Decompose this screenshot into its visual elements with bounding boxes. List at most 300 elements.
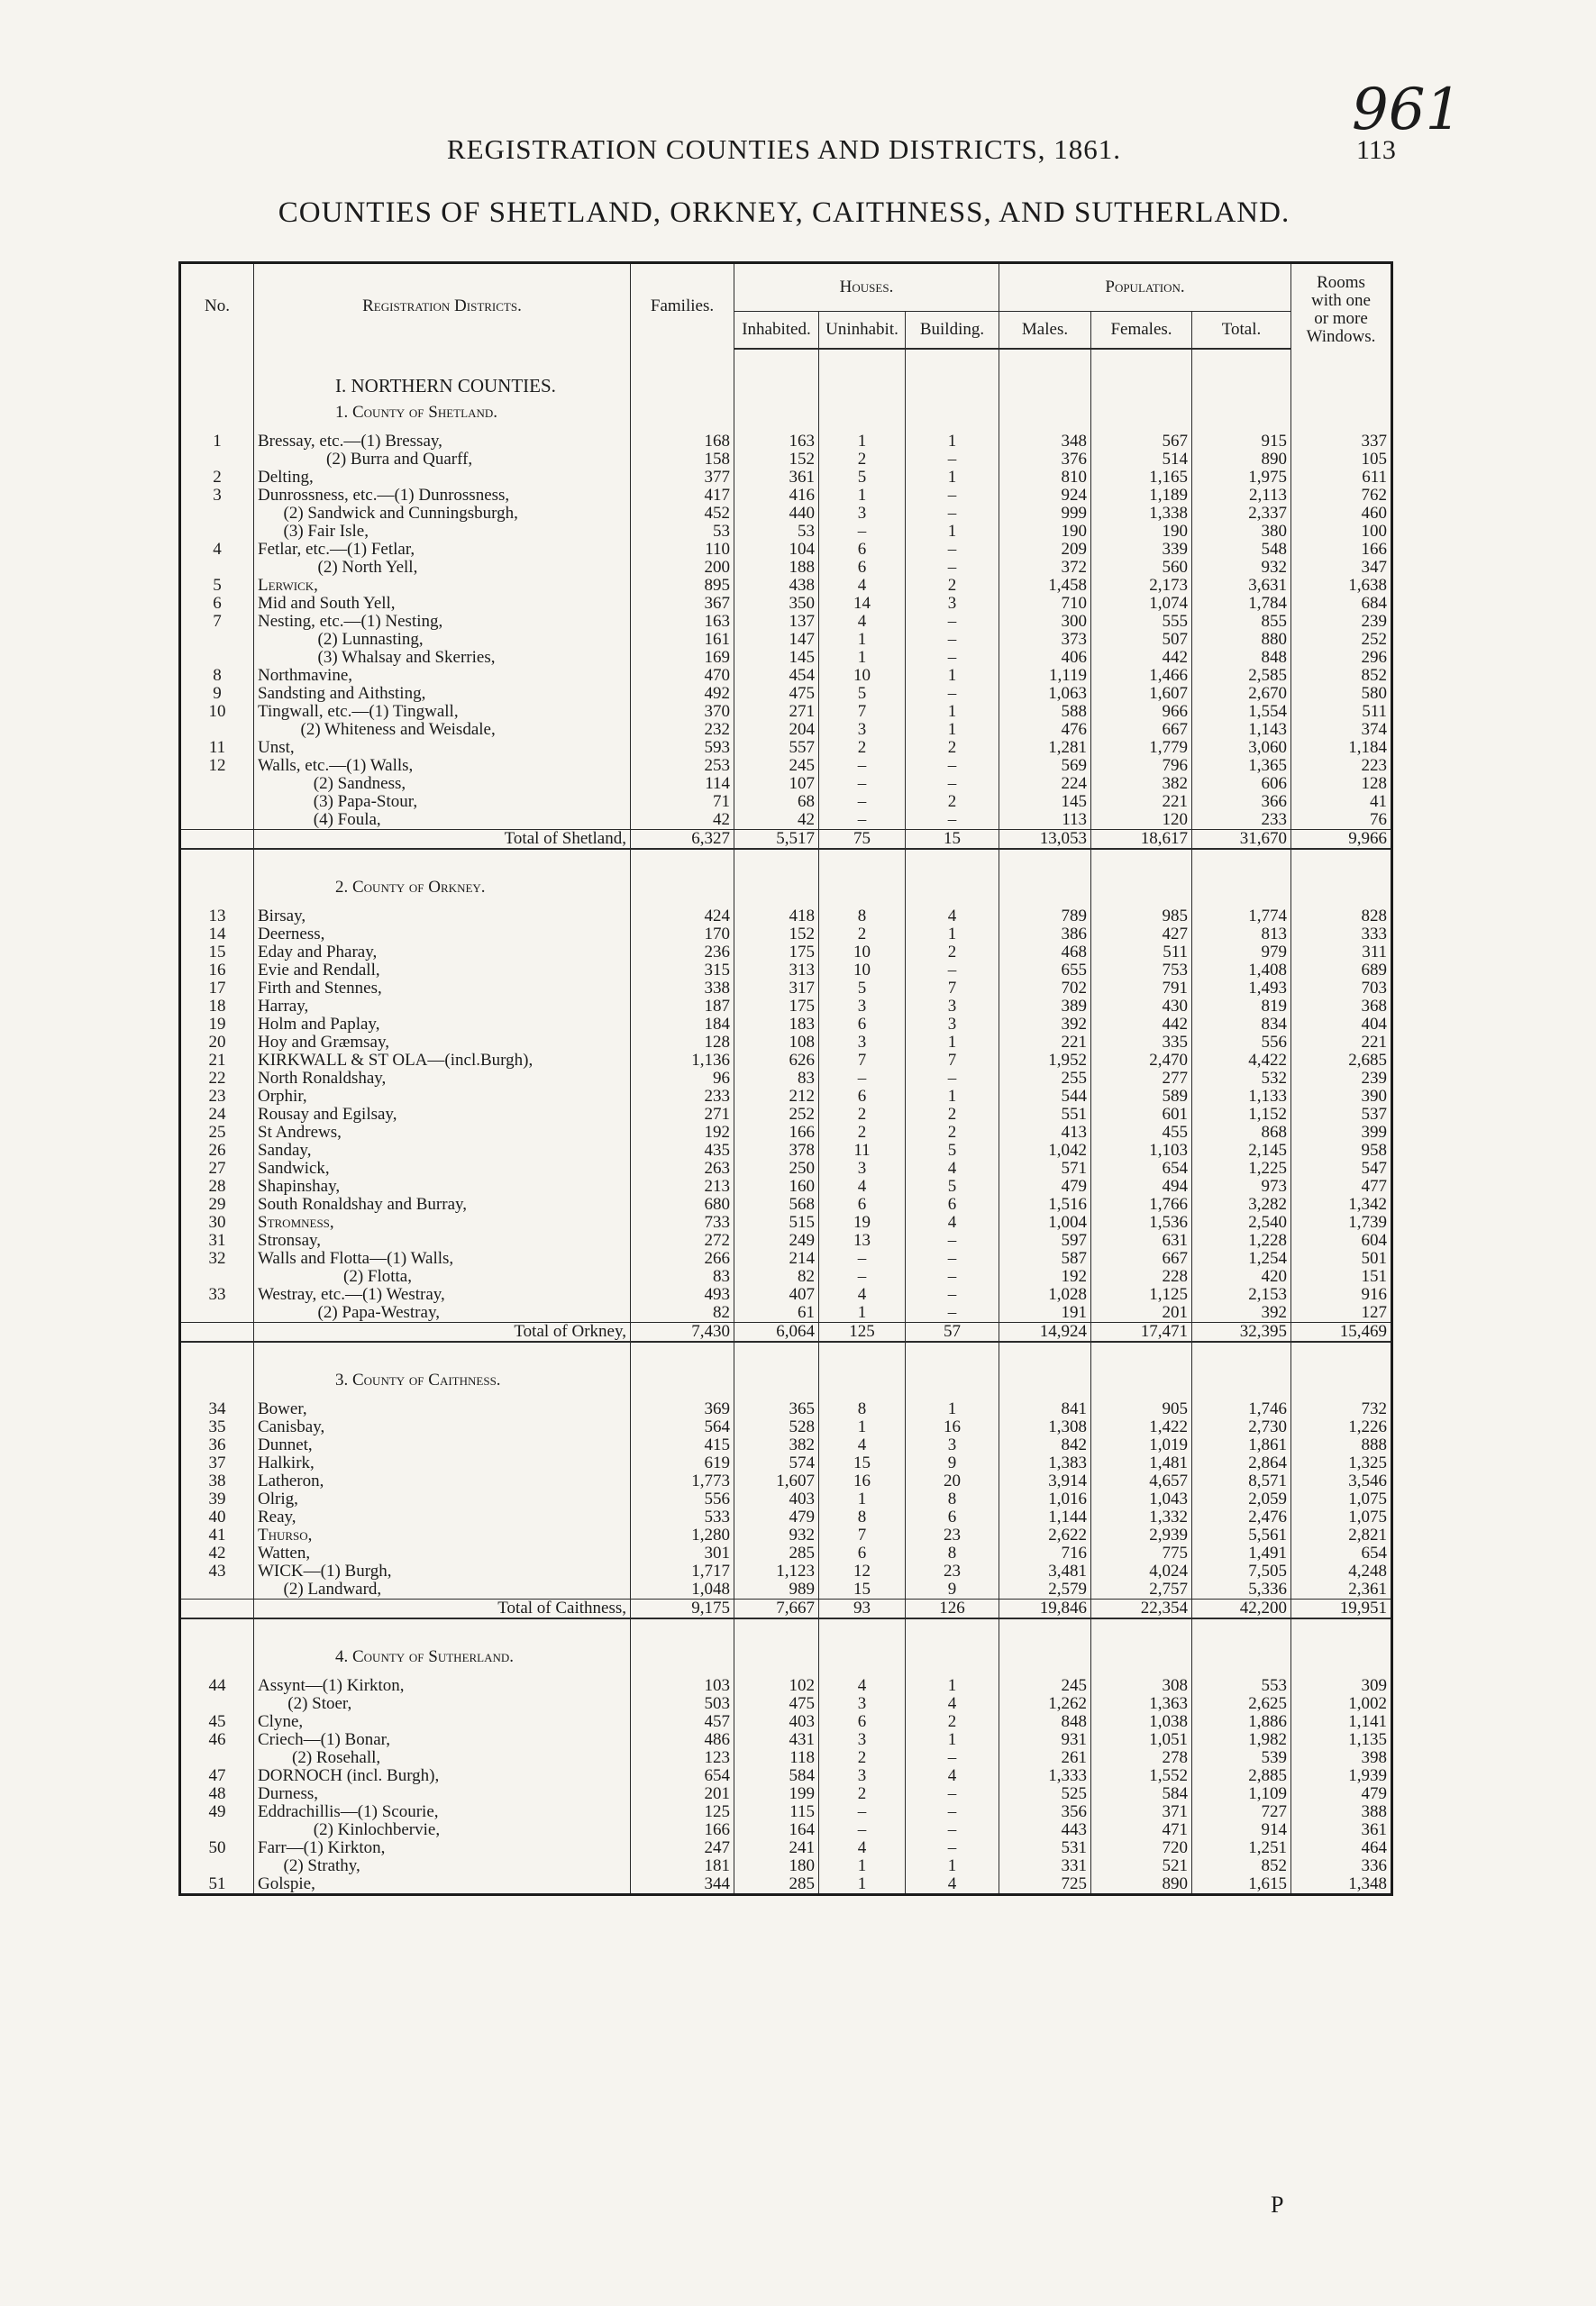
- table-row: [180, 523, 1392, 541]
- families-value: 187: [631, 998, 734, 1016]
- total-row: [180, 1600, 1392, 1619]
- district-name: Delting,: [254, 469, 631, 487]
- females-value: 667: [1091, 721, 1192, 739]
- rooms-value: 223: [1291, 757, 1392, 775]
- empty-cell: [1291, 1363, 1392, 1400]
- inhabited-value: 285: [734, 1545, 819, 1563]
- families-value: 271: [631, 1106, 734, 1124]
- males-value: 191: [999, 1304, 1091, 1323]
- rooms-value: 684: [1291, 595, 1392, 613]
- spacer-cell: [906, 849, 999, 870]
- spacer-cell: [180, 1618, 254, 1639]
- females-value: 442: [1091, 649, 1192, 667]
- total-value: 17,471: [1091, 1323, 1192, 1343]
- row-number: 16: [180, 962, 254, 980]
- rooms-value: 3,546: [1291, 1472, 1392, 1490]
- building-value: 5: [906, 1178, 999, 1196]
- rooms-value: 732: [1291, 1400, 1392, 1418]
- rooms-value: 604: [1291, 1232, 1392, 1250]
- rooms-value: 1,325: [1291, 1454, 1392, 1472]
- table-row: [180, 595, 1392, 613]
- building-value: 23: [906, 1563, 999, 1581]
- page-number: 113: [1356, 135, 1396, 165]
- row-number: [180, 1749, 254, 1767]
- empty-cell: [1091, 1639, 1192, 1677]
- inhabited-value: 180: [734, 1857, 819, 1875]
- row-number: [180, 505, 254, 523]
- spacer-cell: [631, 1618, 734, 1639]
- rooms-value: 1,348: [1291, 1875, 1392, 1895]
- inhabited-value: 199: [734, 1785, 819, 1803]
- building-value: 1: [906, 1034, 999, 1052]
- total-value: 19,951: [1291, 1600, 1392, 1619]
- males-value: 1,952: [999, 1052, 1091, 1070]
- inhabited-value: 42: [734, 811, 819, 830]
- inhabited-value: 378: [734, 1142, 819, 1160]
- families-value: 233: [631, 1088, 734, 1106]
- inhabited-value: 107: [734, 775, 819, 793]
- rooms-value: 1,638: [1291, 577, 1392, 595]
- families-value: 125: [631, 1803, 734, 1821]
- inhabited-value: 932: [734, 1527, 819, 1545]
- total-value: 932: [1192, 559, 1291, 577]
- empty-cell: [906, 395, 999, 433]
- building-value: –: [906, 487, 999, 505]
- total-value: 19,846: [999, 1600, 1091, 1619]
- empty-cell: [1192, 395, 1291, 433]
- district-name: Northmavine,: [254, 667, 631, 685]
- spacer-cell: [254, 849, 631, 870]
- females-value: 753: [1091, 962, 1192, 980]
- inhabited-value: 557: [734, 739, 819, 757]
- row-number: 28: [180, 1178, 254, 1196]
- uninhabited-value: 3: [819, 721, 906, 739]
- inhabited-value: 407: [734, 1286, 819, 1304]
- rooms-value: 1,184: [1291, 739, 1392, 757]
- females-value: 667: [1091, 1250, 1192, 1268]
- uninhabited-value: 10: [819, 667, 906, 685]
- empty-cell: [180, 1323, 254, 1343]
- table-row: [180, 1214, 1392, 1232]
- total-label: Total of Shetland,: [254, 830, 631, 850]
- row-number: [180, 1695, 254, 1713]
- spacer-cell: [906, 349, 999, 377]
- table-row: [180, 1286, 1392, 1304]
- row-number: 6: [180, 595, 254, 613]
- building-value: –: [906, 962, 999, 980]
- building-value: –: [906, 1785, 999, 1803]
- building-value: 3: [906, 1436, 999, 1454]
- inhabited-value: 175: [734, 998, 819, 1016]
- building-value: –: [906, 631, 999, 649]
- families-value: 593: [631, 739, 734, 757]
- rooms-value: 296: [1291, 649, 1392, 667]
- rooms-value: 2,685: [1291, 1052, 1392, 1070]
- rooms-value: 333: [1291, 925, 1392, 943]
- families-value: 123: [631, 1749, 734, 1767]
- row-number: 4: [180, 541, 254, 559]
- total-value: 606: [1192, 775, 1291, 793]
- females-value: 1,125: [1091, 1286, 1192, 1304]
- row-number: 29: [180, 1196, 254, 1214]
- families-value: 184: [631, 1016, 734, 1034]
- district-name: Orphir,: [254, 1088, 631, 1106]
- females-value: 1,552: [1091, 1767, 1192, 1785]
- families-value: 170: [631, 925, 734, 943]
- empty-cell: [734, 1639, 819, 1677]
- table-row: [180, 1436, 1392, 1454]
- males-value: 924: [999, 487, 1091, 505]
- table-row: [180, 1178, 1392, 1196]
- inhabited-value: 313: [734, 962, 819, 980]
- inhabited-value: 137: [734, 613, 819, 631]
- spacer-cell: [1291, 1618, 1392, 1639]
- total-value: 6,327: [631, 830, 734, 850]
- females-value: 507: [1091, 631, 1192, 649]
- males-value: 587: [999, 1250, 1091, 1268]
- females-value: 1,338: [1091, 505, 1192, 523]
- total-value: 5,517: [734, 830, 819, 850]
- empty-cell: [819, 377, 906, 395]
- families-value: 201: [631, 1785, 734, 1803]
- district-name: Hoy and Græmsay,: [254, 1034, 631, 1052]
- district-name: Lerwick,: [254, 577, 631, 595]
- empty-cell: [999, 395, 1091, 433]
- females-value: 277: [1091, 1070, 1192, 1088]
- building-value: 1: [906, 667, 999, 685]
- total-value: 5,561: [1192, 1527, 1291, 1545]
- females-value: 278: [1091, 1749, 1192, 1767]
- district-name: Walls and Flotta—(1) Walls,: [254, 1250, 631, 1268]
- inhabited-value: 317: [734, 980, 819, 998]
- females-value: 201: [1091, 1304, 1192, 1323]
- total-value: 973: [1192, 1178, 1291, 1196]
- table-row: [180, 1268, 1392, 1286]
- total-value: 9,175: [631, 1600, 734, 1619]
- uninhabited-value: 4: [819, 1677, 906, 1695]
- inhabited-value: 108: [734, 1034, 819, 1052]
- inhabited-value: 454: [734, 667, 819, 685]
- total-value: 548: [1192, 541, 1291, 559]
- males-value: 145: [999, 793, 1091, 811]
- families-value: 1,136: [631, 1052, 734, 1070]
- total-value: 125: [819, 1323, 906, 1343]
- section-spacer: [180, 1618, 1392, 1639]
- building-value: 2: [906, 793, 999, 811]
- uninhabited-value: 4: [819, 1178, 906, 1196]
- spacer-cell: [1192, 1618, 1291, 1639]
- row-number: [180, 1821, 254, 1839]
- families-value: 181: [631, 1857, 734, 1875]
- families-value: 338: [631, 980, 734, 998]
- uninhabited-value: 3: [819, 505, 906, 523]
- rooms-value: 916: [1291, 1286, 1392, 1304]
- rooms-value: 41: [1291, 793, 1392, 811]
- total-value: 1,133: [1192, 1088, 1291, 1106]
- uninhabited-value: –: [819, 793, 906, 811]
- building-value: 1: [906, 1857, 999, 1875]
- empty-cell: [180, 377, 254, 395]
- building-value: –: [906, 559, 999, 577]
- empty-cell: [631, 870, 734, 907]
- rooms-value: 239: [1291, 613, 1392, 631]
- district-name: (3) Whalsay and Skerries,: [254, 649, 631, 667]
- spacer-cell: [254, 349, 631, 377]
- families-value: 377: [631, 469, 734, 487]
- empty-cell: [906, 870, 999, 907]
- families-value: 680: [631, 1196, 734, 1214]
- uninhabited-value: 6: [819, 1545, 906, 1563]
- uninhabited-value: –: [819, 1268, 906, 1286]
- spacer-cell: [999, 349, 1091, 377]
- table-row: [180, 1124, 1392, 1142]
- rooms-value: 337: [1291, 433, 1392, 451]
- uninhabited-value: 11: [819, 1142, 906, 1160]
- row-number: [180, 721, 254, 739]
- building-value: –: [906, 1803, 999, 1821]
- males-value: 224: [999, 775, 1091, 793]
- uninhabited-value: 3: [819, 1695, 906, 1713]
- uninhabited-value: 3: [819, 998, 906, 1016]
- females-value: 494: [1091, 1178, 1192, 1196]
- rooms-value: 398: [1291, 1749, 1392, 1767]
- families-value: 895: [631, 577, 734, 595]
- males-value: 221: [999, 1034, 1091, 1052]
- inhabited-value: 1,123: [734, 1563, 819, 1581]
- females-value: 335: [1091, 1034, 1192, 1052]
- total-value: 31,670: [1192, 830, 1291, 850]
- inhabited-value: 68: [734, 793, 819, 811]
- families-value: 556: [631, 1490, 734, 1508]
- population-group-header: Population.: [999, 263, 1291, 312]
- females-value: 2,470: [1091, 1052, 1192, 1070]
- empty-cell: [1091, 377, 1192, 395]
- inhabited-value: 479: [734, 1508, 819, 1527]
- building-value: 4: [906, 1875, 999, 1895]
- total-value: 1,408: [1192, 962, 1291, 980]
- total-value: 1,975: [1192, 469, 1291, 487]
- empty-cell: [819, 1363, 906, 1400]
- total-value: 979: [1192, 943, 1291, 962]
- building-value: 1: [906, 925, 999, 943]
- total-value: 14,924: [999, 1323, 1091, 1343]
- rooms-value: 239: [1291, 1070, 1392, 1088]
- inhabited-value: 574: [734, 1454, 819, 1472]
- families-value: 192: [631, 1124, 734, 1142]
- district-name: (4) Foula,: [254, 811, 631, 830]
- inhabited-value: 431: [734, 1731, 819, 1749]
- total-value: 8,571: [1192, 1472, 1291, 1490]
- uninhabited-value: 8: [819, 1400, 906, 1418]
- total-value: 3,631: [1192, 577, 1291, 595]
- rooms-value: 1,939: [1291, 1767, 1392, 1785]
- inhabited-value: 271: [734, 703, 819, 721]
- spacer-cell: [180, 349, 254, 377]
- rooms-value: 1,135: [1291, 1731, 1392, 1749]
- families-value: 247: [631, 1839, 734, 1857]
- spacer-cell: [819, 849, 906, 870]
- table-row: [180, 811, 1392, 830]
- females-value: 2,173: [1091, 577, 1192, 595]
- families-value: 71: [631, 793, 734, 811]
- building-value: 20: [906, 1472, 999, 1490]
- district-name: Halkirk,: [254, 1454, 631, 1472]
- females-value: 511: [1091, 943, 1192, 962]
- empty-cell: [906, 377, 999, 395]
- empty-cell: [631, 1363, 734, 1400]
- uninhabited-value: 7: [819, 1052, 906, 1070]
- females-value: 514: [1091, 451, 1192, 469]
- total-value: 2,059: [1192, 1490, 1291, 1508]
- males-value: 588: [999, 703, 1091, 721]
- col-females-header: Females.: [1091, 312, 1192, 350]
- empty-cell: [180, 395, 254, 433]
- families-value: 232: [631, 721, 734, 739]
- total-value: 2,540: [1192, 1214, 1291, 1232]
- males-value: 2,622: [999, 1527, 1091, 1545]
- building-value: –: [906, 613, 999, 631]
- county-title: 2. County of Orkney.: [254, 870, 631, 907]
- district-name: South Ronaldshay and Burray,: [254, 1196, 631, 1214]
- inhabited-value: 241: [734, 1839, 819, 1857]
- empty-cell: [631, 1639, 734, 1677]
- table-row: [180, 1034, 1392, 1052]
- inhabited-value: 183: [734, 1016, 819, 1034]
- row-number: 12: [180, 757, 254, 775]
- row-number: 9: [180, 685, 254, 703]
- building-value: 16: [906, 1418, 999, 1436]
- empty-cell: [1192, 1363, 1291, 1400]
- spacer-cell: [631, 1342, 734, 1363]
- families-value: 200: [631, 559, 734, 577]
- district-name: Stromness,: [254, 1214, 631, 1232]
- inhabited-value: 515: [734, 1214, 819, 1232]
- row-number: 44: [180, 1677, 254, 1695]
- total-value: 1,109: [1192, 1785, 1291, 1803]
- table-row: [180, 1821, 1392, 1839]
- district-name: Assynt—(1) Kirkton,: [254, 1677, 631, 1695]
- district-name: Westray, etc.—(1) Westray,: [254, 1286, 631, 1304]
- building-value: 1: [906, 721, 999, 739]
- males-value: 789: [999, 907, 1091, 925]
- families-value: 457: [631, 1713, 734, 1731]
- rooms-value: 1,226: [1291, 1418, 1392, 1436]
- females-value: 1,165: [1091, 469, 1192, 487]
- spacer-cell: [1291, 1342, 1392, 1363]
- inhabited-value: 160: [734, 1178, 819, 1196]
- table-row: [180, 1454, 1392, 1472]
- empty-cell: [819, 870, 906, 907]
- district-name: Latheron,: [254, 1472, 631, 1490]
- families-value: 103: [631, 1677, 734, 1695]
- families-value: 263: [631, 1160, 734, 1178]
- inhabited-value: 147: [734, 631, 819, 649]
- females-value: 221: [1091, 793, 1192, 811]
- county-title: 3. County of Caithness.: [254, 1363, 631, 1400]
- inhabited-value: 250: [734, 1160, 819, 1178]
- inhabited-value: 204: [734, 721, 819, 739]
- rooms-value: 611: [1291, 469, 1392, 487]
- row-number: 15: [180, 943, 254, 962]
- total-value: 2,585: [1192, 667, 1291, 685]
- empty-cell: [1091, 395, 1192, 433]
- table-row: [180, 505, 1392, 523]
- signature-mark: P: [1271, 2192, 1284, 2218]
- families-value: 96: [631, 1070, 734, 1088]
- district-name: Criech—(1) Bonar,: [254, 1731, 631, 1749]
- total-value: 727: [1192, 1803, 1291, 1821]
- uninhabited-value: 3: [819, 1767, 906, 1785]
- females-value: 1,074: [1091, 595, 1192, 613]
- uninhabited-value: 4: [819, 1839, 906, 1857]
- empty-cell: [180, 870, 254, 907]
- females-value: 567: [1091, 433, 1192, 451]
- spacer-cell: [1291, 349, 1392, 377]
- females-value: 584: [1091, 1785, 1192, 1803]
- building-value: 4: [906, 907, 999, 925]
- district-name: North Ronaldshay,: [254, 1070, 631, 1088]
- building-value: 8: [906, 1545, 999, 1563]
- females-value: 966: [1091, 703, 1192, 721]
- row-number: 11: [180, 739, 254, 757]
- spacer-cell: [1091, 1342, 1192, 1363]
- females-value: 1,363: [1091, 1695, 1192, 1713]
- district-name: Dunnet,: [254, 1436, 631, 1454]
- col-total-header: Total.: [1192, 312, 1291, 350]
- building-value: 1: [906, 1088, 999, 1106]
- empty-cell: [999, 1363, 1091, 1400]
- table-row: [180, 757, 1392, 775]
- section-spacer: [180, 849, 1392, 870]
- district-name: Evie and Rendall,: [254, 962, 631, 980]
- total-value: 1,982: [1192, 1731, 1291, 1749]
- rooms-value: 166: [1291, 541, 1392, 559]
- table-row: [180, 1106, 1392, 1124]
- building-value: 2: [906, 1106, 999, 1124]
- rooms-value: 105: [1291, 451, 1392, 469]
- district-name: Farr—(1) Kirkton,: [254, 1839, 631, 1857]
- row-number: 10: [180, 703, 254, 721]
- district-name: (2) Flotta,: [254, 1268, 631, 1286]
- district-name: Tingwall, etc.—(1) Tingwall,: [254, 703, 631, 721]
- total-value: 3,282: [1192, 1196, 1291, 1214]
- col-districts-header: Registration Districts.: [254, 263, 631, 350]
- building-value: 4: [906, 1767, 999, 1785]
- males-value: 716: [999, 1545, 1091, 1563]
- uninhabited-value: 2: [819, 1785, 906, 1803]
- row-number: [180, 1857, 254, 1875]
- total-value: 532: [1192, 1070, 1291, 1088]
- district-name: (2) Kinlochbervie,: [254, 1821, 631, 1839]
- rooms-value: 852: [1291, 667, 1392, 685]
- females-value: 427: [1091, 925, 1192, 943]
- families-value: 493: [631, 1286, 734, 1304]
- inhabited-value: 361: [734, 469, 819, 487]
- building-value: 4: [906, 1160, 999, 1178]
- families-value: 370: [631, 703, 734, 721]
- total-value: 1,886: [1192, 1713, 1291, 1731]
- district-name: Deerness,: [254, 925, 631, 943]
- spacer-cell: [1192, 1342, 1291, 1363]
- females-value: 308: [1091, 1677, 1192, 1695]
- table-row: [180, 907, 1392, 925]
- table-row: [180, 1875, 1392, 1895]
- rooms-value: 311: [1291, 943, 1392, 962]
- males-value: 443: [999, 1821, 1091, 1839]
- males-value: 525: [999, 1785, 1091, 1803]
- families-value: 161: [631, 631, 734, 649]
- building-value: –: [906, 1250, 999, 1268]
